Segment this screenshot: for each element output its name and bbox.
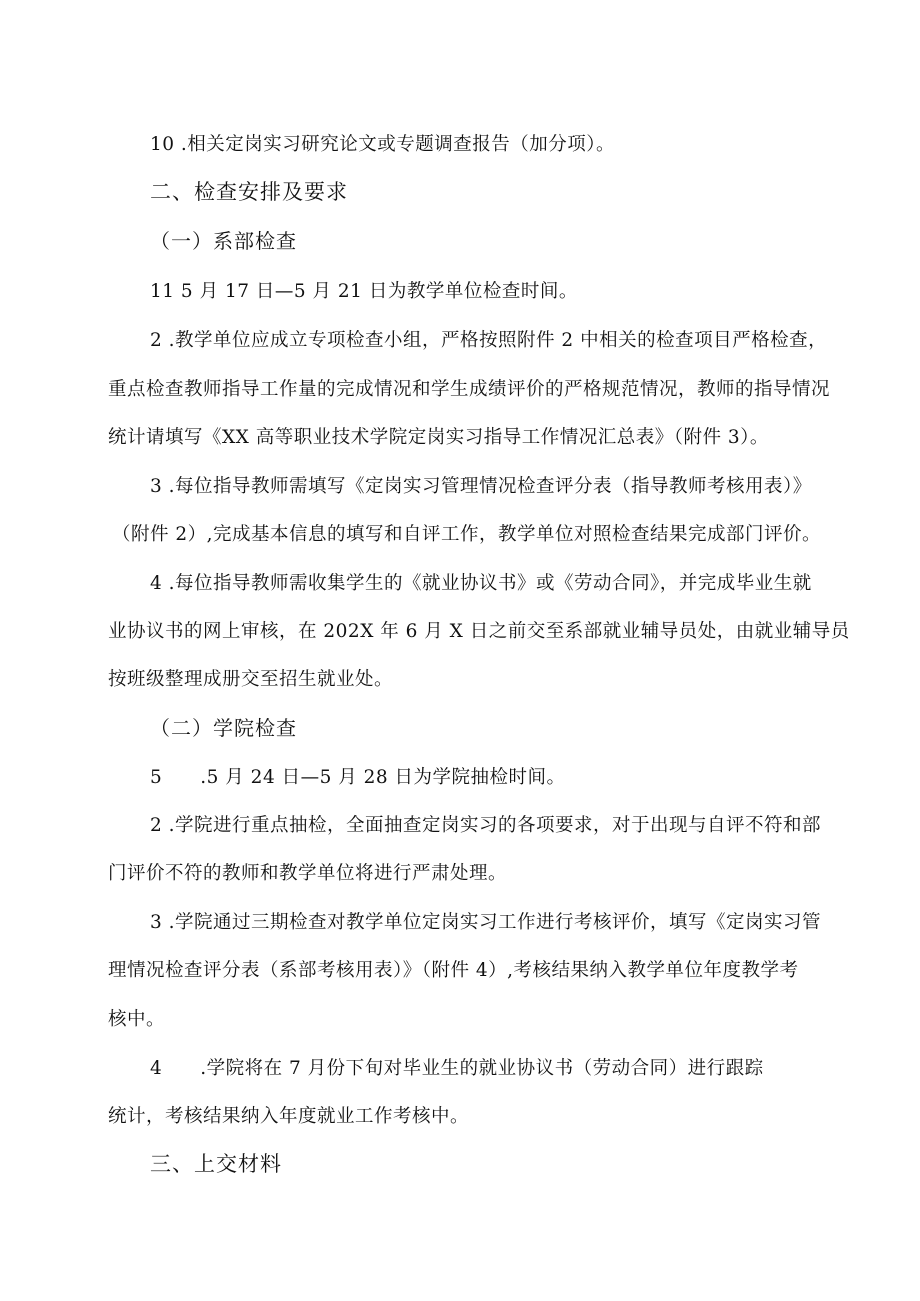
paragraph-line: 统计，考核结果纳入年度就业工作考核中。: [108, 1106, 470, 1127]
paragraph-line: 5 .5 月 24 日—5 月 28 日为学院抽检时间。: [150, 767, 566, 788]
paragraph-line: 11 5 月 17 日—5 月 21 日为教学单位检查时间。: [150, 281, 578, 302]
paragraph-line: 重点检查教师指导工作量的完成情况和学生成绩评价的严格规范情况，教师的指导情况: [108, 379, 831, 400]
paragraph-line: 2 .学院进行重点抽检，全面抽查定岗实习的各项要求，对于出现与自评不符和部: [150, 815, 822, 836]
paragraph-line: 业协议书的网上审核，在 202X 年 6 月 X 日之前交至系部就业辅导员处，由就业辅导员: [108, 621, 850, 642]
subsection-heading-2: （二）学院检查: [150, 716, 297, 740]
list-item-10: 10 .相关定岗实习研究论文或专题调查报告（加分项）。: [150, 134, 616, 155]
section-heading-2: 二、检查安排及要求: [150, 180, 348, 204]
paragraph-line: 门评价不符的教师和教学单位将进行严肃处理。: [108, 863, 508, 884]
paragraph-line: 核中。: [108, 1009, 166, 1030]
paragraph-line: 理情况检查评分表（系部考核用表）》（附件 4）,考核结果纳入教学单位年度教学考: [108, 960, 799, 981]
paragraph-line: 4 .学院将在 7 月份下旬对毕业生的就业协议书（劳动合同）进行跟踪: [150, 1058, 764, 1079]
paragraph-line: 统计请填写《XX 高等职业技术学院定岗实习指导工作情况汇总表》（附件 3）。: [108, 427, 769, 448]
paragraph-line: 2 .教学单位应成立专项检查小组，严格按照附件 2 中相关的检查项目严格检查，: [150, 330, 828, 351]
paragraph-line: 3 .每位指导教师需填写《定岗实习管理情况检查评分表（指导教师考核用表）》: [150, 476, 812, 497]
paragraph-line: 3 .学院通过三期检查对教学单位定岗实习工作进行考核评价，填写《定岗实习管: [150, 912, 822, 933]
subsection-heading-1: （一）系部检查: [150, 229, 297, 253]
section-heading-3: 三、上交材料: [150, 1152, 282, 1176]
paragraph-line: 按班级整理成册交至招生就业处。: [108, 669, 394, 690]
paragraph-line: （附件 2）,完成基本信息的填写和自评工作，教学单位对照检查结果完成部门评价。: [112, 524, 822, 545]
paragraph-line: 4 .每位指导教师需收集学生的《就业协议书》或《劳动合同》，并完成毕业生就: [150, 573, 812, 594]
